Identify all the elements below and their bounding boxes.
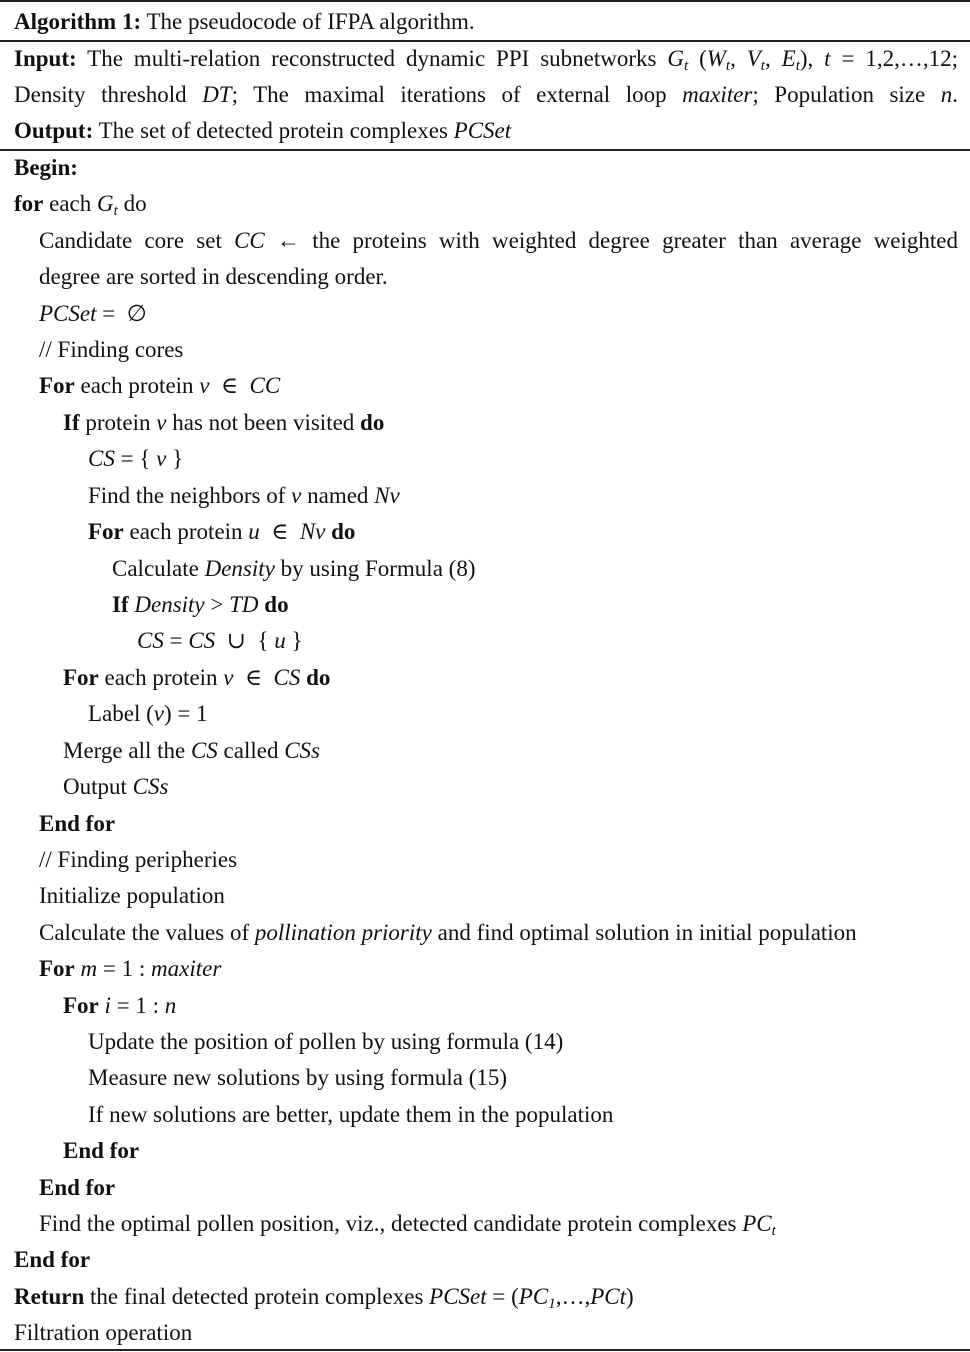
update-pollen-line: Update the position of pollen by using formula (14) [88,1029,564,1054]
measure-solutions-line: Measure new solutions by using formula (15) [88,1065,508,1090]
return-line: Return the final detected protein complexes PCSet = $(PC_1,\dots,PCt)$ [14,1284,634,1312]
for-each-gt-line: for each $G_t$ do [14,191,147,219]
algorithm-title: Algorithm 1: The pseudocode of IFPA algorithm. [14,9,475,34]
for-each-u-line: For each protein u ∈ Nv do [88,519,356,544]
cs-union-line: CS = CS ∪ { u } [137,628,303,653]
end-for-line-3: End for [39,1175,116,1200]
cs-init-line: CS = { v } [88,446,184,471]
input-line-2: Density threshold DT; The maximal iterations of external loop maxiter; Population size n. [14,82,958,107]
end-for-line-2: End for [63,1138,140,1163]
top-rule [0,0,970,2]
end-for-line-4: End for [14,1247,91,1272]
calculate-pollination-line: Calculate the values of pollination priority and find optimal solution in initial population [39,920,857,945]
pcset-init-line: PCSet = ∅ [39,301,147,326]
find-neighbors-line: Find the neighbors of v named Nv [88,483,400,508]
candidate-core-line-2: degree are sorted in descending order. [39,264,388,289]
comment-finding-cores: // Finding cores [39,337,184,362]
if-not-visited-line: If protein v has not been visited do [63,410,385,435]
find-optimal-line: Find the optimal pollen position, viz., detected candidate protein complexes $PC_t$ [39,1211,776,1239]
filtration-line: Filtration operation [14,1320,193,1345]
comment-finding-peripheries: // Finding peripheries [39,847,238,872]
label-line: Label (v) = 1 [88,701,208,726]
merge-line: Merge all the CS called CSs [63,738,320,763]
output-line: Output: The set of detected protein complexes PCSet [14,118,512,143]
input-line: Input: The multi-relation reconstructed dynamic PPI subnetworks $G_t$ ($W_t$, $V_t$, $E_t$), t = 1,2,…,12; [14,46,958,74]
initialize-population-line: Initialize population [39,883,225,908]
candidate-core-line: Candidate core set CC ← the proteins with weighted degree greater than average weighted [39,228,958,253]
for-each-v-in-cc: For each protein v ∈ CC [39,373,281,398]
if-density-line: If Density > TD do [112,592,289,617]
calculate-density-line: Calculate Density by using Formula (8) [112,556,476,581]
for-m-line: For m = 1 : maxiter [39,956,222,981]
if-better-line: If new solutions are better, update them in the population [88,1102,614,1127]
bottom-rule [0,1349,970,1351]
output-css-line: Output CSs [63,774,169,799]
for-each-v-in-cs: For each protein v ∈ CS do [63,665,331,690]
end-for-line-1: End for [39,811,116,836]
begin-line: Begin: [14,155,78,180]
for-i-line: For i = 1 : n [63,993,177,1018]
